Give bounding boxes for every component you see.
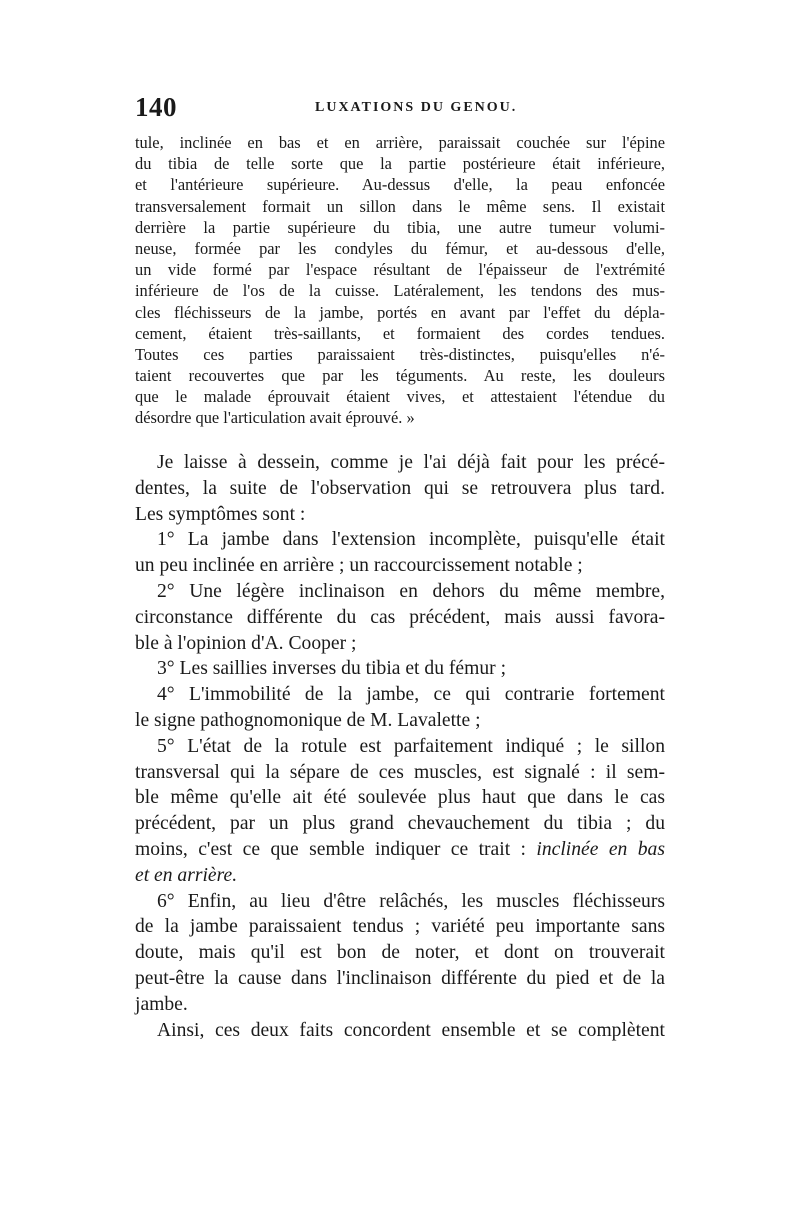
text-line: derrière la partie supérieure du tibia, une autre tumeur volumi- <box>135 217 665 237</box>
text-line: transversal qui la sépare de ces muscles, est signalé : il sem- <box>135 761 665 783</box>
text-fragment: moins, c'est ce que semble indiquer ce trait : <box>135 838 526 860</box>
text-line: un peu inclinée en arrière ; un raccourcissement notable ; <box>135 555 583 577</box>
list-item-1: 1° La jambe dans l'extension incomplète, puisqu'elle était <box>157 529 665 551</box>
text-line: cles fléchisseurs de la jambe, portés en avant par l'effet du dépla- <box>135 302 665 322</box>
page-number: 140 <box>135 92 177 122</box>
running-title: LUXATIONS DU GENOU. <box>315 100 518 115</box>
text-line: de la jambe paraissaient tendus ; variété peu importante sans <box>135 916 665 938</box>
text-line: tule, inclinée en bas et en arrière, paraissait couchée sur l'épine <box>135 133 665 152</box>
list-item-6: 6° Enfin, au lieu d'être relâchés, les muscles fléchisseurs <box>157 890 665 912</box>
text-line: cement, étaient très-saillants, et formaient des cordes tendues. <box>135 323 665 343</box>
text-line: précédent, par un plus grand chevauchement du tibia ; du <box>135 813 665 835</box>
text-line: inférieure de l'os de la cuisse. Latéralement, les tendons des mus- <box>135 281 665 301</box>
italic-phrase: inclinée en bas <box>536 838 665 860</box>
list-item-5: 5° L'état de la rotule est parfaitement indiqué ; le sillon <box>157 735 665 757</box>
text-line <box>135 863 665 889</box>
text-line: le signe pathognomonique de M. Lavalette ; <box>135 709 481 731</box>
text-line: Je laisse à dessein, comme je l'ai déjà fait pour les précé- <box>157 452 665 473</box>
text-line: circonstance différente du cas précédent, mais aussi favora- <box>135 606 665 628</box>
text-line: ble même qu'elle ait été soulevée plus haut que dans le cas <box>135 787 665 809</box>
quoted-observation <box>135 132 665 429</box>
text-line: du tibia de telle sorte que la partie postérieure était inférieure, <box>135 154 665 174</box>
text-line: ble à l'opinion d'A. Cooper ; <box>135 632 357 654</box>
text-line: jambe. <box>135 993 188 1015</box>
text-line: neuse, formée par les condyles du fémur, et au-dessous d'elle, <box>135 238 665 258</box>
text-line: peut-être la cause dans l'inclinaison différente du pied et de la <box>135 967 665 989</box>
text-line <box>135 837 665 863</box>
text-line: doute, mais qu'il est bon de noter, et dont on trouverait <box>135 942 665 964</box>
list-item-2: 2° Une légère inclinaison en dehors du même membre, <box>157 580 665 602</box>
text-line: un vide formé par l'espace résultant de l'épaisseur de l'extrémité <box>135 260 665 280</box>
text-line: Les symptômes sont : <box>135 503 306 525</box>
text-line: et l'antérieure supérieure. Au-dessus d'elle, la peau enfoncée <box>135 175 665 195</box>
text-line: Ainsi, ces deux faits concordent ensemble et se complètent <box>157 1019 665 1041</box>
text-line: Toutes ces parties paraissaient très-distinctes, puisqu'elles n'é- <box>135 344 665 364</box>
text-line: transversalement formait un sillon dans le même sens. Il existait <box>135 196 665 216</box>
list-item-3: 3° Les saillies inverses du tibia et du fémur ; <box>157 658 507 680</box>
italic-phrase-end: et en arrière. <box>135 864 238 886</box>
text-line: taient recouvertes que par les téguments. Au reste, les douleurs <box>135 366 665 386</box>
text-line: que le malade éprouvait étaient vives, et attestaient l'étendue du <box>135 387 665 407</box>
body-text <box>135 450 665 1043</box>
list-item-4: 4° L'immobilité de la jambe, ce qui contrarie fortement <box>157 684 665 706</box>
text-line: dentes, la suite de l'observation qui se retrouvera plus tard. <box>135 477 665 499</box>
text-line: désordre que l'articulation avait éprouvé. » <box>135 408 415 428</box>
running-head <box>135 92 665 124</box>
